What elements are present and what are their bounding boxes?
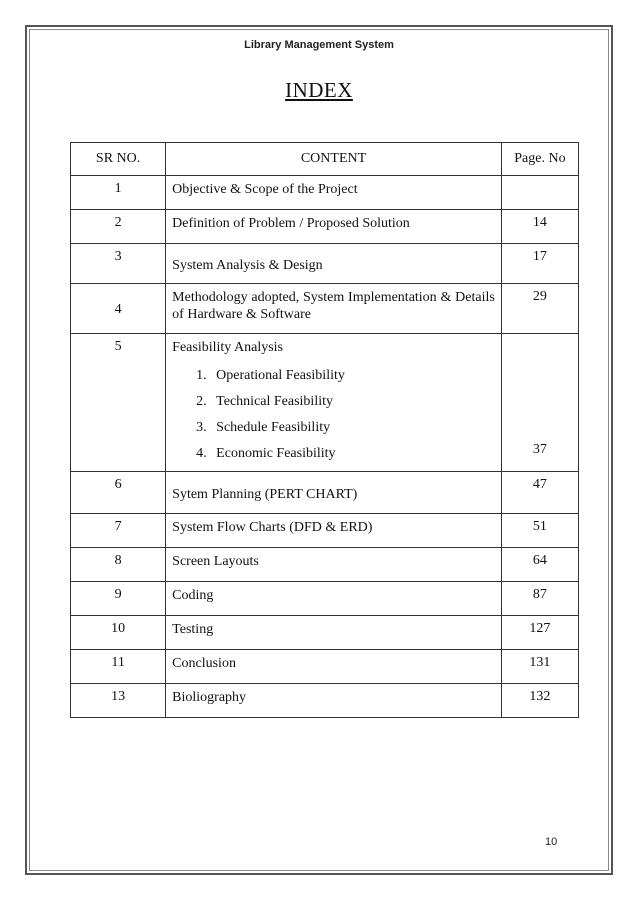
sr-cell: 9 [71, 582, 166, 616]
page-cell: 131 [501, 650, 578, 684]
page-number: 10 [545, 836, 558, 848]
sr-cell: 8 [71, 548, 166, 582]
sr-cell: 4 [71, 284, 166, 334]
table-row [71, 616, 579, 650]
list-item [196, 415, 495, 441]
list-item-number: 4. [196, 446, 207, 461]
table-row [71, 684, 579, 718]
sr-cell: 11 [71, 650, 166, 684]
list-item-label: Schedule Feasibility [216, 420, 331, 435]
sr-cell: 3 [71, 244, 166, 284]
content-cell: Screen Layouts [166, 548, 502, 582]
page-cell: 127 [501, 616, 578, 650]
page-cell: 29 [501, 284, 578, 334]
content-cell: Definition of Problem / Proposed Solution [166, 210, 502, 244]
page-cell: 87 [501, 582, 578, 616]
document-header: Library Management System [244, 39, 394, 51]
sr-cell: 13 [71, 684, 166, 718]
sr-cell: 2 [71, 210, 166, 244]
sr-cell: 10 [71, 616, 166, 650]
sr-cell: 7 [71, 514, 166, 548]
content-cell: Objective & Scope of the Project [166, 176, 502, 210]
table-row [71, 582, 579, 616]
list-item-label: Economic Feasibility [216, 446, 336, 461]
index-table [70, 142, 579, 718]
header-content: CONTENT [166, 143, 502, 176]
page-value: 37 [532, 442, 547, 457]
page-title: INDEX [285, 78, 353, 102]
table-row [71, 548, 579, 582]
table-row [71, 210, 579, 244]
content-cell: Sytem Planning (PERT CHART) [166, 472, 502, 514]
list-item-number: 3. [196, 420, 207, 435]
list-item [196, 363, 495, 389]
table-row [71, 650, 579, 684]
table-row [71, 176, 579, 210]
page-cell: 132 [501, 684, 578, 718]
table-row [71, 284, 579, 334]
list-item-number: 2. [196, 394, 207, 409]
list-item-label: Operational Feasibility [216, 368, 345, 383]
list-item-label: Technical Feasibility [216, 394, 333, 409]
content-cell: Bioliography [166, 684, 502, 718]
feasibility-sublist [172, 363, 495, 467]
table-row [71, 244, 579, 284]
page-bottom-wrap [502, 339, 578, 466]
content-cell: Conclusion [166, 650, 502, 684]
table-row [71, 472, 579, 514]
content-cell: Coding [166, 582, 502, 616]
sr-cell: 6 [71, 472, 166, 514]
table-header-row [71, 143, 579, 176]
page-cell [501, 334, 578, 472]
list-item [196, 441, 495, 467]
content-cell: System Analysis & Design [166, 244, 502, 284]
list-item [196, 389, 495, 415]
content-cell: System Flow Charts (DFD & ERD) [166, 514, 502, 548]
page-cell: 51 [501, 514, 578, 548]
feasibility-analysis-label: Feasibility Analysis [172, 340, 284, 355]
sr-cell: 5 [71, 334, 166, 472]
list-item-number: 1. [196, 368, 207, 383]
header-page-no: Page. No [501, 143, 578, 176]
page-cell: 14 [501, 210, 578, 244]
page-cell: 64 [501, 548, 578, 582]
table-row [71, 514, 579, 548]
page-cell [501, 176, 578, 210]
sr-cell: 1 [71, 176, 166, 210]
header-sr-no: SR NO. [71, 143, 166, 176]
content-cell [166, 334, 502, 472]
content-cell: Methodology adopted, System Implementation & Details of Hardware & Software [166, 284, 502, 334]
content-cell: Testing [166, 616, 502, 650]
page-cell: 17 [501, 244, 578, 284]
table-row [71, 334, 579, 472]
page-cell: 47 [501, 472, 578, 514]
